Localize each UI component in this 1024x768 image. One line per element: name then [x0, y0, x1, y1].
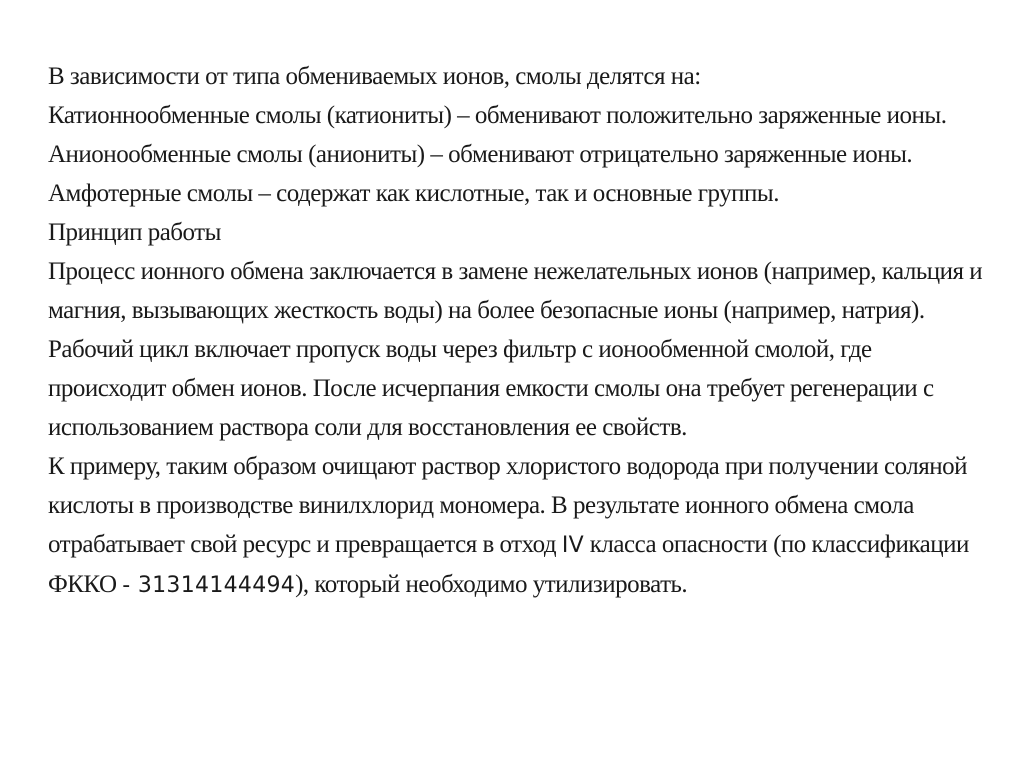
intro-paragraph: В зависимости от типа обмениваемых ионов, смолы делятся на: [48, 63, 701, 90]
anion-resins-paragraph: Анионообменные смолы (аниониты) – обменивают отрицательно заряженные ионы. [48, 141, 913, 168]
section-heading: Принцип работы [48, 219, 221, 246]
cation-resins-paragraph: Катионнообменные смолы (катиониты) – обменивают положительно заряженные ионы. [48, 102, 947, 129]
hazard-class: IV [561, 533, 585, 558]
process-paragraph: Процесс ионного обмена заключается в замене нежелательных ионов (например, кальция и магния, вызывающих жесткость воды) на более безопасные ионы (например, натрия). Рабочий цикл включает пропуск воды через фильтр с ионообменной смолой, где происходит обмен ионов. После исчерпания емкости смолы она требует регенерации с использованием раствора соли для восстановления ее свойств. [48, 258, 983, 441]
example-text-mid: класса опасности (по классификации ФККО [48, 531, 969, 598]
amphoteric-resins-paragraph: Амфотерные смолы – содержат как кислотные, так и основные группы. [48, 180, 779, 207]
example-text-start: К примеру, таким образом очищают раствор хлористого водорода при получении соляной кислоты в производстве винилхлорид мономера. В результате ионного обмена смола отрабатывает свой ресурс и превращается в отход [48, 453, 967, 558]
example-paragraph [48, 447, 984, 605]
example-text-end: ), который необходимо утилизировать. [295, 571, 688, 598]
fkko-code: - 31314144494 [122, 573, 296, 598]
